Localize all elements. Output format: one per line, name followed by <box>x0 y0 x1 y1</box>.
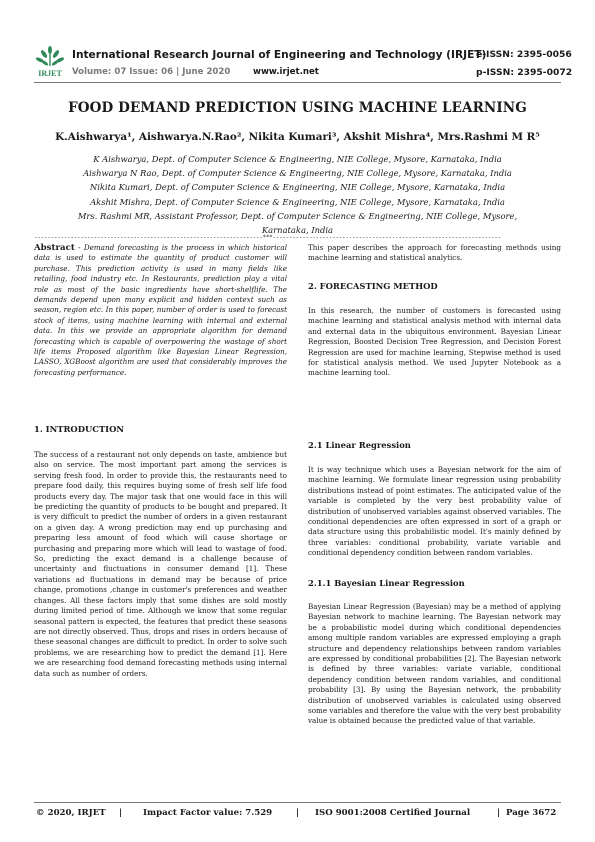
section-separator: ---------------------------------------------------------------------***--------------------------------------------------------------------- <box>34 234 502 241</box>
author-list: K.Aishwarya¹, Aishwarya.N.Rao², Nikita Kumari³, Akshit Mishra⁴, Mrs.Rashmi M R⁵ <box>55 131 540 143</box>
logo-text: IRJET <box>38 69 62 78</box>
affiliation-line: Mrs. Rashmi MR, Assistant Professor, Dept. of Computer Science & Engineering, NIE College, Mysore, <box>77 210 518 221</box>
e-issn: e-ISSN: 2395-0056 <box>476 49 572 60</box>
journal-logo <box>34 44 66 84</box>
forecasting-method-text: In this research, the number of customers is forecasted using machine learning and statistical analysis method with internal data and external data in the ubiquitous environment. Bayesian Linear Regression, Boosted Decision Tree Regression, and Decision Forest Regression are used for machine learning, Stepwise method is used for statistical analysis method. We used Jupyter Notebook as a machine learning tool. <box>308 306 561 378</box>
section-heading-introduction: 1. INTRODUCTION <box>34 424 125 434</box>
header-divider <box>34 82 561 83</box>
affiliation-line: Karnataka, India <box>261 225 334 236</box>
abstract-text: - Demand forecasting is the process in which historical data is used to estimate the quantity of product customer will purchase. This prediction activity is used in many fields like retailing, food industry etc. In Restaurants, prediction play a vital role as most of the basic ingredients have short-shelflife. The demands depend upon many explicit and hidden context such as season, region etc. In this paper, number of order is used to forecast stock of items, using machine learning with internal and external data. In this we provide an appropriate algorithm for demand forecasting which is capable of overpowering the wastage of short life items Proposed algorithm like Bayesian Linear Regression, LASSO, XGBoost algorithm are used that considerably improves the forecasting performance. <box>34 243 287 377</box>
section-heading-linear-regression: 2.1 Linear Regression <box>308 440 411 450</box>
footer-impact-factor: Impact Factor value: 7.529 <box>143 808 273 818</box>
footer-divider <box>34 802 561 803</box>
footer-copyright: © 2020, IRJET <box>36 808 106 818</box>
introduction-text: The success of a restaurant not only depends on taste, ambience but also on service. The most important part among the services is serving fresh food. In order to provide this, the restaurants need to prepare food daily, this requires buying some of fresh self life food products every day. The major task that one would face in this will be predicting the quantity of products to be bought and prepared. It is very difficult to predict the number of orders in a given restaurant on a given day. A wrong prediction may end up purchasing and preparing less amount of food which will cause shortage or purchasing and preparing more which will lead to wastage of food. So, predicting the exact demand is a challenge because of uncertainty and fluctuations in consumer demand [1]. These variations ad fluctuations in demand may be because of price change, promotions ,change in customer's preferences and weather changes. All these factors imply that some dishes are sold mostly during limited period of time. Although we know that some regular seasonal pattern is expected, the features that predict these seasons are not directly observed. Thus, drops and rises in orders because of these seasonal changes are difficult to predict. In order to solve such problems, we are researching how to predict the demand [1]. Here we are researching food demand forecasting methods using internal data such as number of orders. <box>34 450 287 678</box>
page-number: Page 3672 <box>506 808 557 818</box>
abstract-label: Abstract <box>34 243 75 253</box>
bayesian-linear-regression-text: Bayesian Linear Regression (Bayesian) may be a method of applying Bayesian network to machine learning. The Bayesian network may be a probabilistic model during which conditional dependencies among multiple random variables are expressed employing a graph structure and dependency relationships between random variables are expressed by conditional probabilities [2]. The Bayesian network is defined by three variables: variate variable, conditional dependency condition between random variables, and conditional probability [3]. By using the Bayesian network, the probability distribution of unobserved variables is calculated using observed some variables and therefore the value with the very best probability value is obtained because the predicted value of that variable. <box>308 602 561 726</box>
volume-issue: Volume: 07 Issue: 06 | June 2020 <box>72 67 231 77</box>
affiliation-line: Aishwarya N Rao, Dept. of Computer Science & Engineering, NIE College, Mysore, Karnataka, India <box>83 168 512 179</box>
introduction-continued: This paper describes the approach for forecasting methods using machine learning and statistical analytics. <box>308 243 561 263</box>
footer-divider-bar: | <box>296 808 300 818</box>
section-heading-forecasting-method: 2. FORECASTING METHOD <box>308 281 438 291</box>
paper-title: FOOD DEMAND PREDICTION USING MACHINE LEARNING <box>68 100 527 116</box>
leaf-logo-icon <box>34 44 66 84</box>
footer-divider-bar: | <box>497 808 501 818</box>
journal-website-link[interactable]: www.irjet.net <box>253 67 319 77</box>
journal-title: International Research Journal of Engineering and Technology (IRJET) <box>72 49 487 61</box>
p-issn: p-ISSN: 2395-0072 <box>476 67 573 78</box>
footer-divider-bar: | <box>119 808 123 818</box>
abstract <box>34 243 287 378</box>
affiliations <box>50 152 545 237</box>
section-heading-bayesian-linear-regression: 2.1.1 Bayesian Linear Regression <box>308 578 465 588</box>
affiliation-line: Akshit Mishra, Dept. of Computer Science & Engineering, NIE College, Mysore, Karnataka, India <box>90 196 505 207</box>
linear-regression-text: It is way technique which uses a Bayesian network for the aim of machine learning. We formulate linear regression using probability distributions instead of point estimates. The anticipated value of the variable is completed by the very best probability value of distribution of unobserved variables against observed variables. The conditional dependencies are often expressed in sort of a graph or data structure using this probabilistic model. It's mainly defined by three variables: conditional probability, variate variable and conditional dependency condition between random variables. <box>308 465 561 558</box>
footer-iso: ISO 9001:2008 Certified Journal <box>315 808 471 818</box>
affiliation-line: K Aishwarya, Dept. of Computer Science & Engineering, NIE College, Mysore, Karnataka, India <box>93 154 502 164</box>
affiliation-line: Nikita Kumari, Dept. of Computer Science & Engineering, NIE College, Mysore, Karnataka, India <box>89 182 506 193</box>
